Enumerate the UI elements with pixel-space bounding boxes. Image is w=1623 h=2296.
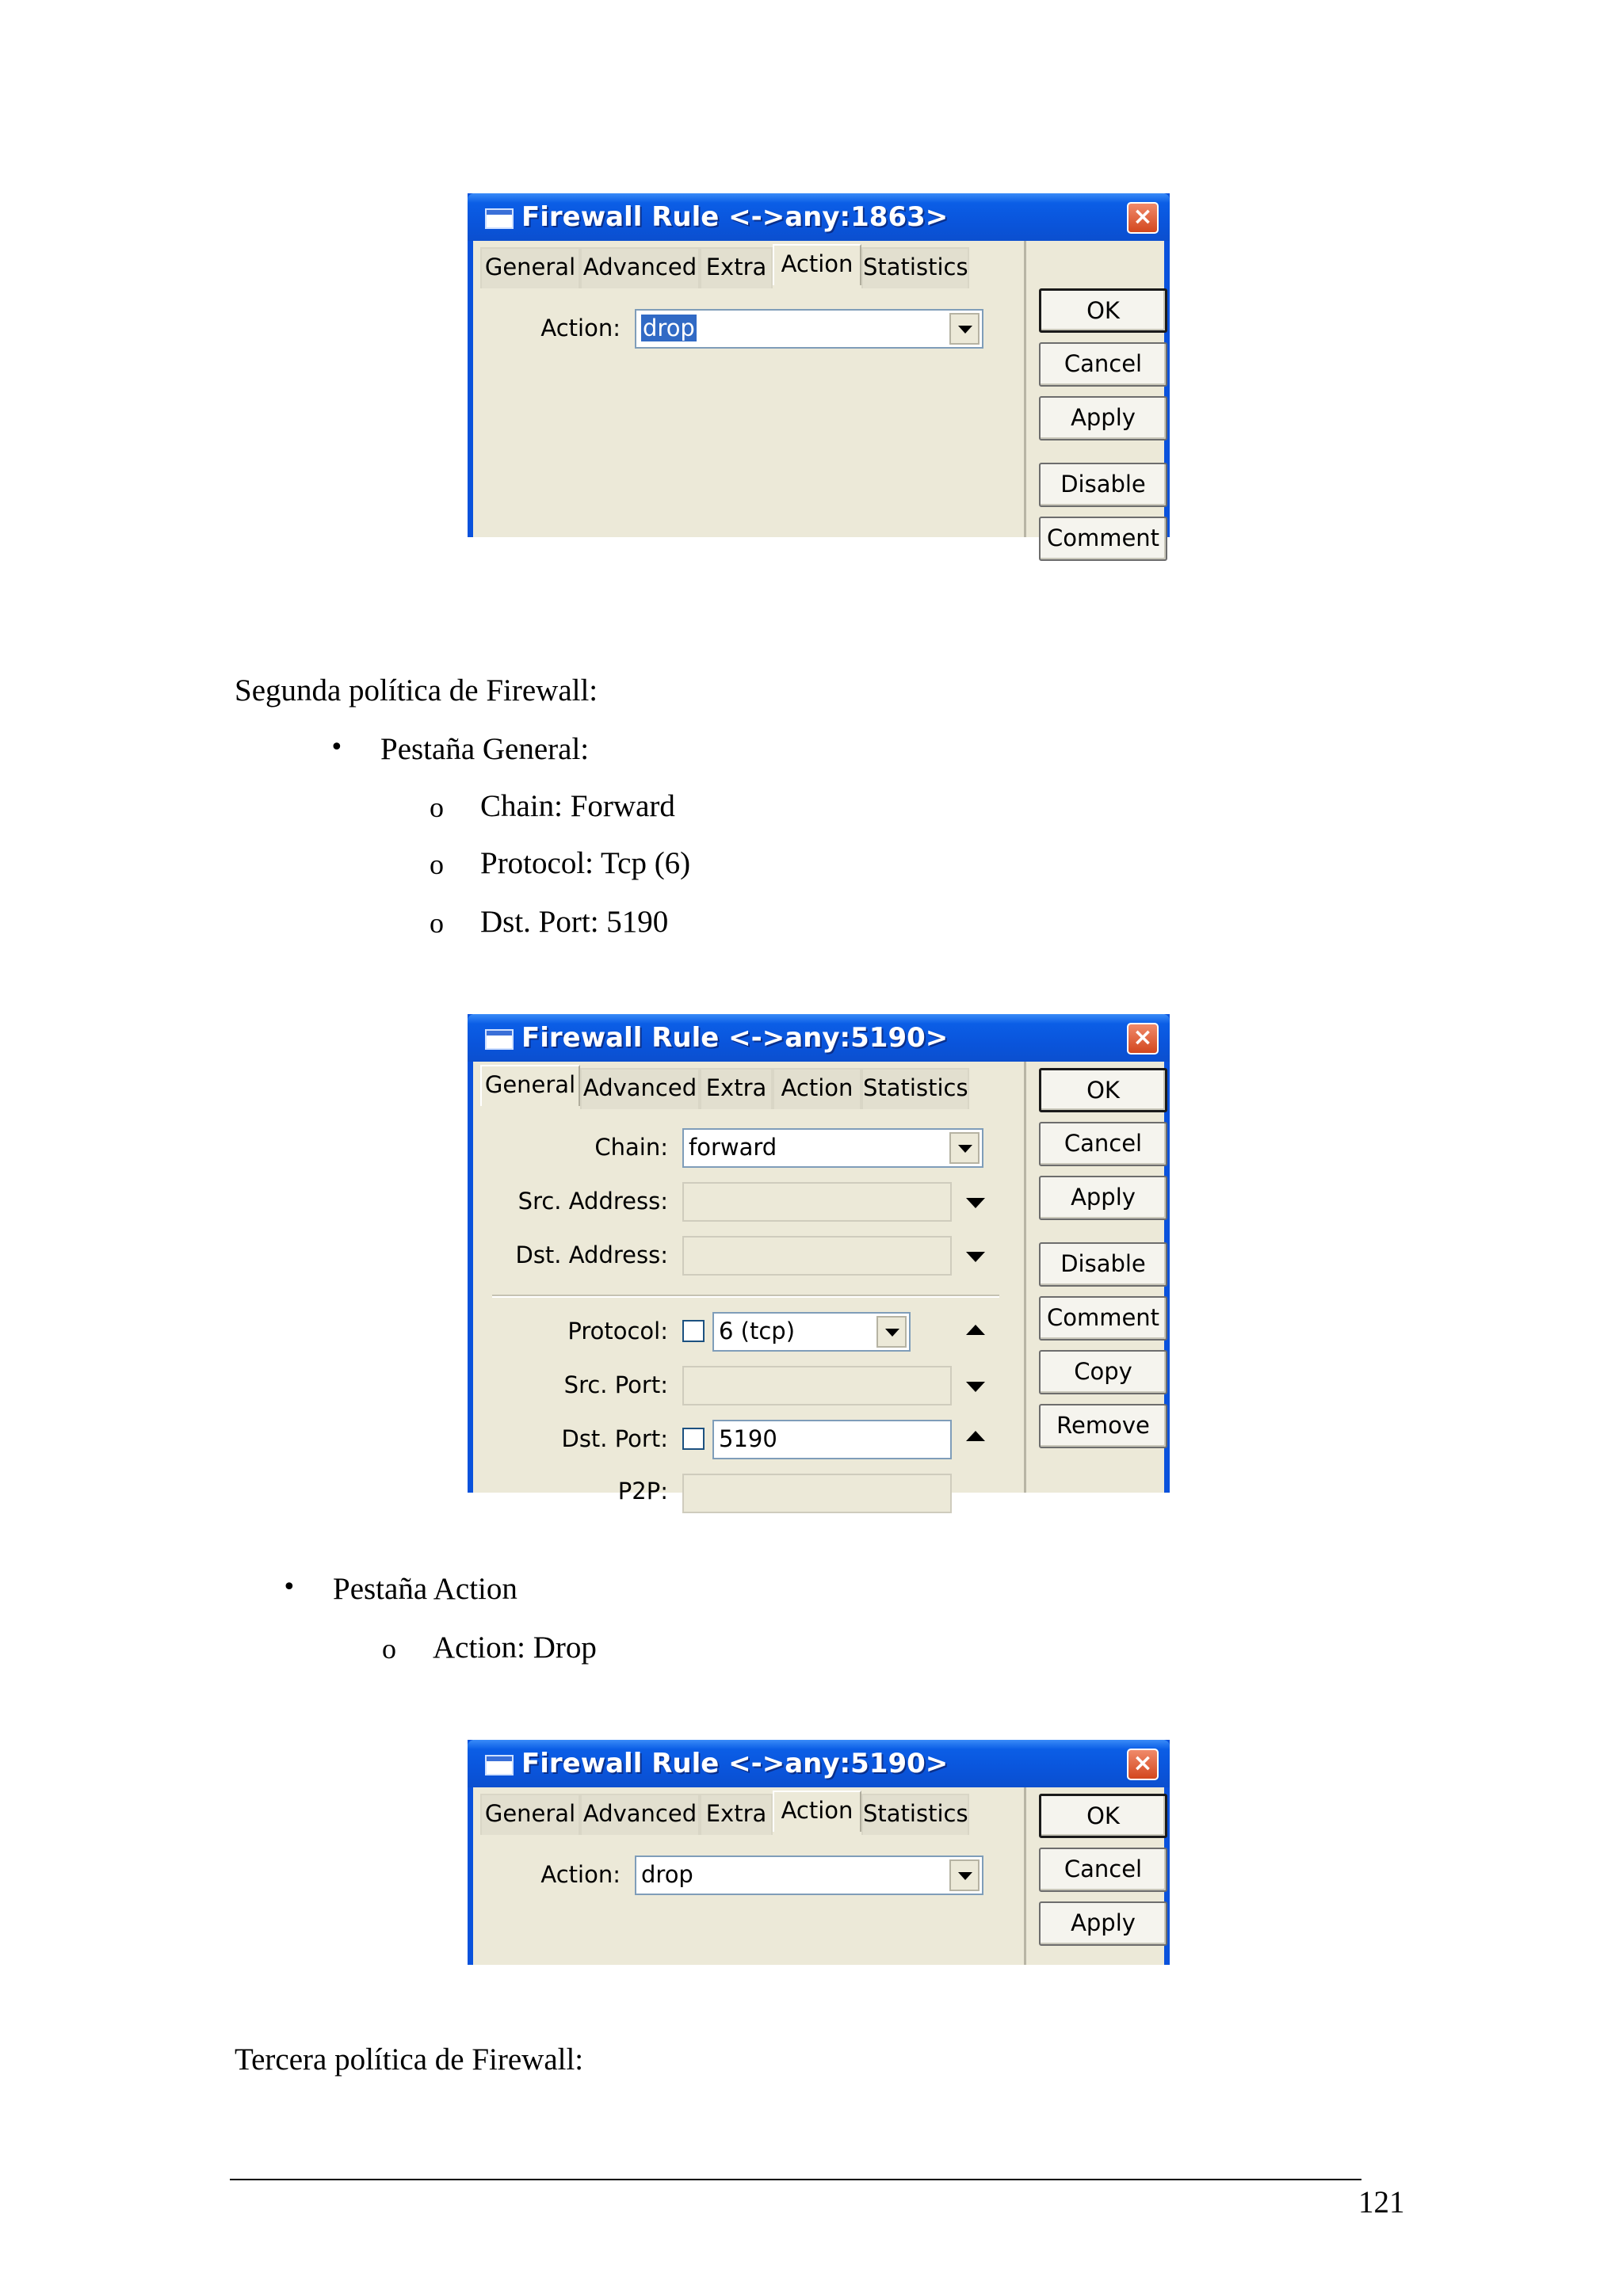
p2p-select[interactable] — [682, 1474, 952, 1513]
apply-button[interactable]: Apply — [1039, 1901, 1167, 1946]
dst-port-negate-checkbox[interactable] — [682, 1428, 705, 1450]
section3-heading: Tercera política de Firewall: — [235, 2042, 584, 2077]
tab-advanced[interactable]: Advanced — [580, 1068, 700, 1109]
firewall-rule-window-1863 — [468, 193, 1170, 551]
action-select[interactable] — [635, 1855, 983, 1895]
comment-button[interactable]: Comment — [1039, 517, 1167, 561]
protocol-value: 6 (tcp) — [719, 1318, 796, 1344]
title-bar[interactable] — [468, 193, 1170, 241]
disable-button[interactable]: Disable — [1039, 463, 1167, 507]
cancel-button[interactable]: Cancel — [1039, 342, 1167, 387]
action-label: Action: — [540, 1861, 621, 1888]
action-value: drop — [641, 1861, 693, 1888]
dst-port-value: 5190 — [719, 1425, 777, 1452]
protocol-label: Protocol: — [567, 1318, 668, 1344]
tab-advanced[interactable]: Advanced — [580, 1794, 700, 1835]
chain-value: forward — [689, 1134, 777, 1161]
tab-extra[interactable]: Extra — [700, 247, 773, 288]
arrow-up-icon[interactable] — [966, 1325, 985, 1335]
arrow-up-icon[interactable] — [966, 1431, 985, 1441]
section2-heading: Segunda política de Firewall: — [235, 673, 598, 707]
ok-button[interactable]: OK — [1039, 1794, 1167, 1838]
page-number: 121 — [1358, 2185, 1405, 2219]
firewall-rule-window-5190-general — [468, 1014, 1170, 1505]
cancel-button[interactable]: Cancel — [1039, 1848, 1167, 1892]
tab-strip — [473, 1794, 1028, 1835]
button-panel — [1024, 241, 1164, 551]
footer-rule — [230, 2179, 1361, 2180]
tab-statistics[interactable]: Statistics — [861, 1068, 969, 1109]
action-select[interactable] — [635, 309, 983, 349]
tab-general[interactable]: General — [480, 1065, 580, 1106]
title-bar[interactable] — [468, 1014, 1170, 1062]
protocol-negate-checkbox[interactable] — [682, 1320, 705, 1342]
window-icon — [485, 1755, 514, 1775]
firewall-rule-window-5190-action — [468, 1740, 1170, 1965]
separator — [492, 1295, 999, 1298]
tab-extra[interactable]: Extra — [700, 1068, 773, 1109]
action-tab-item: Pestaña Action — [333, 1572, 517, 1606]
action-drop-item: Action: Drop — [433, 1630, 597, 1665]
protocol-select[interactable] — [712, 1312, 911, 1352]
dropdown-arrow-icon[interactable] — [949, 313, 980, 345]
tab-action[interactable]: Action — [773, 244, 861, 285]
arrow-down-icon[interactable] — [966, 1252, 985, 1262]
action-label: Action: — [540, 315, 621, 341]
dst-address-input[interactable] — [682, 1236, 952, 1276]
circle-bullet-icon: o — [430, 907, 444, 939]
dst-address-label: Dst. Address: — [515, 1241, 668, 1268]
dropdown-arrow-icon[interactable] — [949, 1132, 980, 1164]
circle-bullet-icon: o — [430, 849, 444, 880]
arrow-down-icon[interactable] — [966, 1382, 985, 1392]
p2p-label: P2P: — [617, 1478, 668, 1505]
src-port-input[interactable] — [682, 1366, 952, 1405]
copy-button[interactable]: Copy — [1039, 1350, 1167, 1394]
tab-action[interactable]: Action — [773, 1791, 861, 1832]
window-title: Firewall Rule <->any:5190> — [521, 1022, 949, 1054]
ok-button[interactable]: OK — [1039, 1068, 1167, 1112]
src-address-input[interactable] — [682, 1182, 952, 1222]
dst-port-label: Dst. Port: — [561, 1425, 668, 1452]
window-title: Firewall Rule <->any:1863> — [521, 201, 949, 233]
tab-extra[interactable]: Extra — [700, 1794, 773, 1835]
chain-select[interactable] — [682, 1128, 983, 1168]
apply-button[interactable]: Apply — [1039, 396, 1167, 441]
dropdown-arrow-icon[interactable] — [876, 1316, 907, 1348]
apply-button[interactable]: Apply — [1039, 1176, 1167, 1220]
button-panel — [1024, 1787, 1164, 1965]
close-icon[interactable]: × — [1127, 202, 1159, 234]
tab-strip — [473, 247, 1028, 288]
close-icon[interactable]: × — [1127, 1749, 1159, 1780]
circle-bullet-icon: o — [382, 1633, 396, 1665]
tab-action[interactable]: Action — [773, 1068, 861, 1109]
ok-button[interactable]: OK — [1039, 288, 1167, 333]
bullet-icon: • — [282, 1573, 296, 1601]
dst-port-input[interactable] — [712, 1420, 952, 1459]
chain-label: Chain: — [594, 1134, 668, 1161]
window-icon — [485, 208, 514, 229]
tab-general[interactable]: General — [480, 1794, 580, 1835]
dropdown-arrow-icon[interactable] — [949, 1859, 980, 1891]
button-panel — [1024, 1062, 1164, 1493]
action-value: drop — [643, 315, 695, 341]
tab-statistics[interactable]: Statistics — [861, 1794, 969, 1835]
window-icon — [485, 1029, 514, 1050]
tab-strip — [473, 1068, 1028, 1109]
src-port-label: Src. Port: — [563, 1371, 668, 1398]
title-bar[interactable] — [468, 1740, 1170, 1787]
circle-bullet-icon: o — [430, 791, 444, 823]
bullet-icon: • — [330, 734, 344, 761]
general-tab-item: Pestaña General: — [380, 732, 590, 766]
dst-port-item: Dst. Port: 5190 — [480, 905, 669, 939]
window-title: Firewall Rule <->any:5190> — [521, 1748, 949, 1779]
tab-general[interactable]: General — [480, 247, 580, 288]
comment-button[interactable]: Comment — [1039, 1296, 1167, 1341]
close-icon[interactable]: × — [1127, 1023, 1159, 1055]
protocol-item: Protocol: Tcp (6) — [480, 846, 691, 880]
arrow-down-icon[interactable] — [966, 1198, 985, 1208]
disable-button[interactable]: Disable — [1039, 1242, 1167, 1287]
src-address-label: Src. Address: — [517, 1188, 668, 1215]
cancel-button[interactable]: Cancel — [1039, 1122, 1167, 1166]
tab-statistics[interactable]: Statistics — [861, 247, 969, 288]
chain-item: Chain: Forward — [480, 789, 675, 823]
remove-button[interactable]: Remove — [1039, 1404, 1167, 1448]
tab-advanced[interactable]: Advanced — [580, 247, 700, 288]
